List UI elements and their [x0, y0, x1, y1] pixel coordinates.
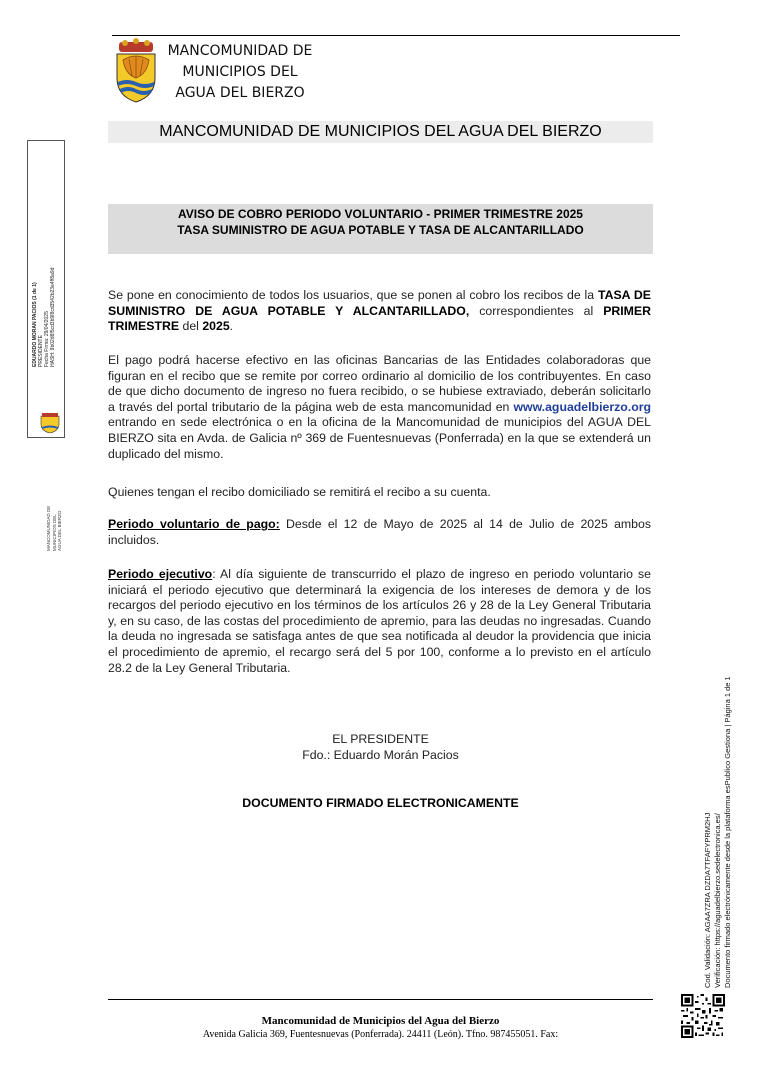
- org-name-line: AGUA DEL BIERZO: [175, 85, 305, 101]
- notice-heading: [108, 204, 653, 254]
- notice-heading-line2: TASA SUMINISTRO DE AGUA POTABLE Y TASA DE ALCANTARILLADO: [177, 223, 584, 237]
- verification-text: Cod. Validación: AGAA7ZRA DZDA7TFAFYPRM2HJ Verificación: https://aguadelbierzo.sedelectronica.es/ Documento firmado electrónicamente desde la plataforma esPublico Gestiona | Página 1 de 1: [703, 676, 732, 988]
- top-rule: [112, 35, 680, 36]
- stamp-org: MANCOMUNIDAD DE MUNICIPIOS DEL AGUA DEL BIERZO: [46, 505, 62, 551]
- org-name-block: [160, 41, 320, 104]
- tax-name: TASA DE SUMINISTRO DE AGUA POTABLE Y ALCANTARILLADO,: [108, 288, 652, 318]
- signer-role: EL PRESIDENTE: [332, 732, 429, 746]
- period-name: PRIMER TRIMESTRE: [108, 303, 652, 334]
- signer-name: Fdo.: Eduardo Morán Pacios: [302, 748, 459, 762]
- bottom-rule: [108, 999, 653, 1000]
- website-link[interactable]: www.aguadelbierzo.org: [513, 399, 651, 414]
- executive-period-label: Periodo ejecutivo: [108, 567, 213, 581]
- electronic-signature-note: DOCUMENTO FIRMADO ELECTRONICAMENTE: [242, 796, 519, 810]
- paragraph-executive-period: Periodo ejecutivo: Al día siguiente de transcurrido el plazo de ingreso en periodo voluntario se iniciará el periodo ejecutivo que determinará la exigencia de los intereses de demora y de los recargos del periodo ejecutivo en los términos de los artículos 26 y 28 de la Ley General Tributaria y, en su caso, de las costas del procedimiento de apremio, para las deudas no ingresadas. Cuando la deuda no ingresada se satisfaga antes de que sea notificada al deudor la providencia que inicia el procedimiento de apremio, el recargo será del 5 por 100, conforme a lo previsto en el artículo 28.2 de la Ley General Tributaria.: [108, 567, 651, 675]
- voluntary-period-label: Periodo voluntario de pago:: [108, 517, 280, 531]
- org-name-line: MUNICIPIOS DEL: [182, 64, 298, 80]
- stamp-text: EDUARDO MORAN PACIOS (1 de 1) PRESIDENTE Fecha Firma: 29/04/2025 HASH: 9b02d8f5cd3b9f8cd3542b23e4ff8a9d: [32, 267, 56, 367]
- footer-org-name: Mancomunidad de Municipios del Agua del Bierzo: [261, 1015, 500, 1027]
- verification-qr-code[interactable]: [681, 994, 725, 1038]
- notice-heading-line1: AVISO DE COBRO PERIODO VOLUNTARIO - PRIMER TRIMESTRE 2025: [178, 207, 583, 221]
- stamp-crest-logo: [39, 412, 61, 434]
- paragraph-direct-debit: Quienes tengan el recibo domiciliado se remitirá el recibo a su cuenta.: [108, 485, 491, 499]
- paragraph-voluntary-period: Periodo voluntario de pago: Desde el 12 de Mayo de 2025 al 14 de Julio de 2025 ambos incluidos.: [108, 517, 651, 547]
- paragraph-intro: Se pone en conocimiento de todos los usuarios, que se ponen al cobro los recibos de la TASA DE SUMINISTRO DE AGUA POTABLE Y ALCANTARILLADO, correspondientes al PRIMER TRIMESTRE del 2025.: [108, 288, 652, 334]
- footer-address: Avenida Galicia 369, Fuentesnuevas (Ponferrada). 24411 (León). Tfno. 987455051. Fax:: [202, 1029, 559, 1040]
- signature-stamp: [27, 140, 65, 551]
- period-year: 2025: [202, 319, 230, 334]
- coat-of-arms-logo: [113, 38, 159, 104]
- paragraph-payment: El pago podrá hacerse efectivo en las oficinas Bancarias de las Entidades colaboradoras que figuran en el recibo que se remite por correo ordinario al domicilio de los contribuyentes. En caso de que dicho documento de ingreso no fuera recibido, o se hubiese extraviado, deberán solicitarlo a través del portal tributario de la página web de esta mancomunidad en www.aguadelbierzo.org entrando en sede electrónica o en la oficina de la Mancomunidad de municipios del AGUA DEL BIERZO sita en Avda. de Galicia nº 369 de Fuentesnuevas (Ponferrada) en la que se extenderá un duplicado del mismo.: [108, 353, 651, 461]
- document-title: MANCOMUNIDAD DE MUNICIPIOS DEL AGUA DEL BIERZO: [108, 121, 653, 143]
- org-name-line: MANCOMUNIDAD DE: [167, 43, 313, 59]
